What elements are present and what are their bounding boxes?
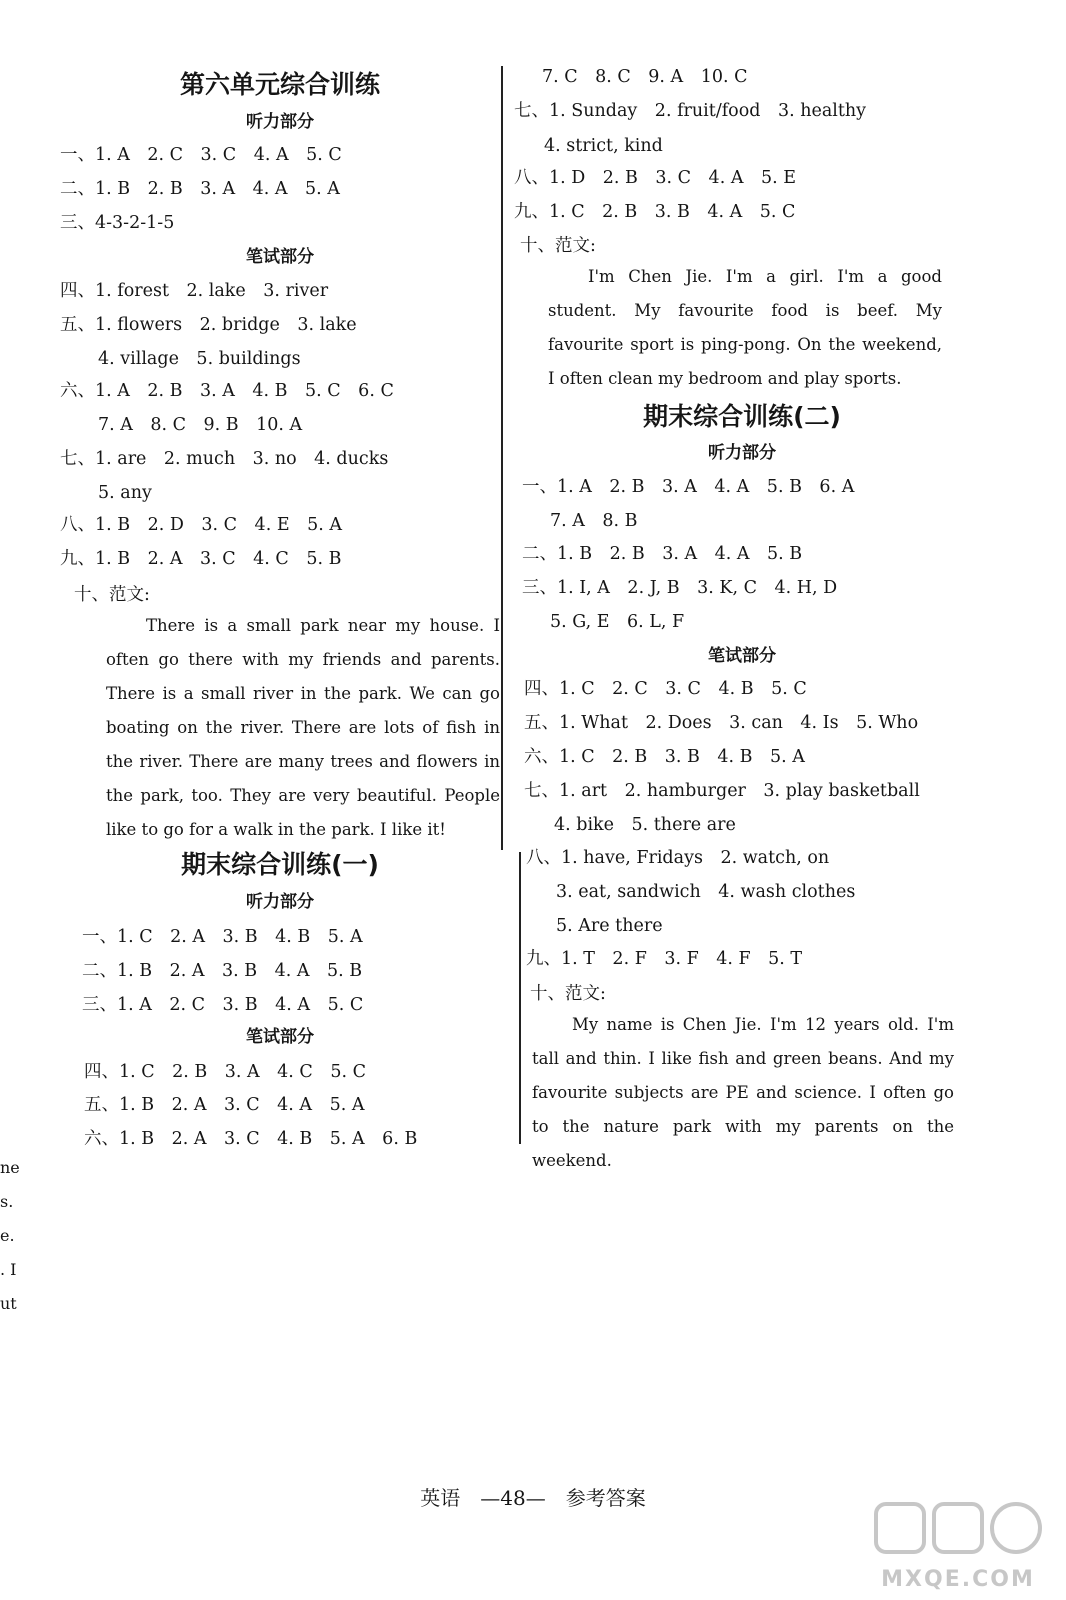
unit6-q3: 三、4-3-2-1-5 [60, 213, 175, 233]
unit6-essay: There is a small park near my house. I often go there with my friends and parents. There is a small river in the park. We can go boating on the river. There are lots of fish in the river. There are many trees and flowers in the park, too. They are very beautiful. People like to go for a walk in the park. I like it! [106, 616, 500, 839]
unit6-q4: 四、1. forest 2. lake 3. river [60, 281, 329, 301]
final1-q1: 一、1. C 2. A 3. B 4. B 5. A [82, 927, 363, 947]
unit6-q2: 二、1. B 2. B 3. A 4. A 5. A [60, 179, 340, 199]
margin-fragment: ne [0, 1158, 20, 1177]
margin-fragment: . I [0, 1260, 17, 1279]
final1-q7b: 4. strict, kind [544, 136, 663, 156]
final2-q8c: 5. Are there [556, 916, 663, 936]
final2-q3a: 三、1. I, A 2. J, B 3. K, C 4. H, D [522, 578, 838, 598]
unit6-q5a: 五、1. flowers 2. bridge 3. lake [60, 315, 357, 335]
unit6-q1: 一、1. A 2. C 3. C 4. A 5. C [60, 145, 342, 165]
margin-fragment: e. [0, 1226, 15, 1245]
final2-listening-heading: 听力部分 [708, 443, 776, 463]
final1-q7a: 七、1. Sunday 2. fruit/food 3. healthy [514, 101, 867, 121]
unit6-q10-label: 十、范文: [74, 585, 150, 605]
final1-q6b: 7. C 8. C 9. A 10. C [542, 67, 748, 87]
final2-essay: My name is Chen Jie. I'm 12 years old. I'm tall and thin. I like fish and green beans. And my favourite subjects are PE and science. I often go to the nature park with my parents on the weekend. [532, 1015, 954, 1170]
final1-listening-heading: 听力部分 [246, 892, 314, 912]
final1-q10-label: 十、范文: [520, 236, 596, 256]
watermark-seal-icon [870, 1498, 1046, 1562]
column-divider [519, 852, 521, 1144]
column-divider [501, 66, 503, 850]
unit6-q5b: 4. village 5. buildings [98, 349, 301, 369]
final1-q5: 五、1. B 2. A 3. C 4. A 5. A [84, 1095, 365, 1115]
unit6-title: 第六单元综合训练 [179, 70, 380, 99]
final2-q4: 四、1. C 2. C 3. C 4. B 5. C [524, 679, 807, 699]
final1-q9: 九、1. C 2. B 3. B 4. A 5. C [514, 202, 796, 222]
final1-q8: 八、1. D 2. B 3. C 4. A 5. E [514, 168, 796, 188]
final2-q2: 二、1. B 2. B 3. A 4. A 5. B [522, 544, 803, 564]
final1-q3: 三、1. A 2. C 3. B 4. A 5. C [82, 995, 364, 1015]
final2-q8a: 八、1. have, Fridays 2. watch, on [526, 848, 830, 868]
final1-q6a: 六、1. B 2. A 3. C 4. B 5. A 6. B [84, 1129, 418, 1149]
final1-title: 期末综合训练(一) [181, 850, 379, 879]
margin-fragment: ut [0, 1294, 17, 1313]
final1-written-heading: 笔试部分 [246, 1027, 314, 1047]
unit6-q7a: 七、1. are 2. much 3. no 4. ducks [60, 449, 389, 469]
unit6-q6a: 六、1. A 2. B 3. A 4. B 5. C 6. C [60, 381, 394, 401]
final1-essay: I'm Chen Jie. I'm a girl. I'm a good student. My favourite food is beef. My favourite sport is ping-pong. On the weekend, I often clean my bedroom and play sports. [548, 267, 942, 388]
final2-q1b: 7. A 8. B [550, 511, 638, 531]
unit6-listening-heading: 听力部分 [246, 112, 314, 132]
final1-q4: 四、1. C 2. B 3. A 4. C 5. C [84, 1062, 366, 1082]
unit6-q8: 八、1. B 2. D 3. C 4. E 5. A [60, 515, 342, 535]
final1-q2: 二、1. B 2. A 3. B 4. A 5. B [82, 961, 363, 981]
final2-written-heading: 笔试部分 [708, 646, 776, 666]
final2-title: 期末综合训练(二) [643, 402, 841, 431]
margin-fragment: s. [0, 1192, 14, 1211]
final2-q7a: 七、1. art 2. hamburger 3. play basketball [524, 781, 920, 801]
final2-q9: 九、1. T 2. F 3. F 4. F 5. T [526, 949, 803, 969]
unit6-written-heading: 笔试部分 [246, 247, 314, 267]
final2-q8b: 3. eat, sandwich 4. wash clothes [556, 882, 856, 902]
unit6-q9: 九、1. B 2. A 3. C 4. C 5. B [60, 549, 342, 569]
final2-q1a: 一、1. A 2. B 3. A 4. A 5. B 6. A [522, 477, 855, 497]
final2-q6: 六、1. C 2. B 3. B 4. B 5. A [524, 747, 805, 767]
watermark-text: MXQE.COM [881, 1567, 1035, 1592]
final2-q3b: 5. G, E 6. L, F [550, 612, 685, 632]
watermark-logo [870, 1498, 1046, 1592]
page-footer: 英语 —48— 参考答案 [420, 1486, 646, 1510]
final2-q7b: 4. bike 5. there are [554, 815, 736, 835]
final2-q10-label: 十、范文: [530, 984, 606, 1004]
unit6-q6b: 7. A 8. C 9. B 10. A [98, 415, 303, 435]
unit6-q7b: 5. any [98, 483, 152, 503]
final2-q5: 五、1. What 2. Does 3. can 4. Is 5. Who [524, 713, 919, 733]
